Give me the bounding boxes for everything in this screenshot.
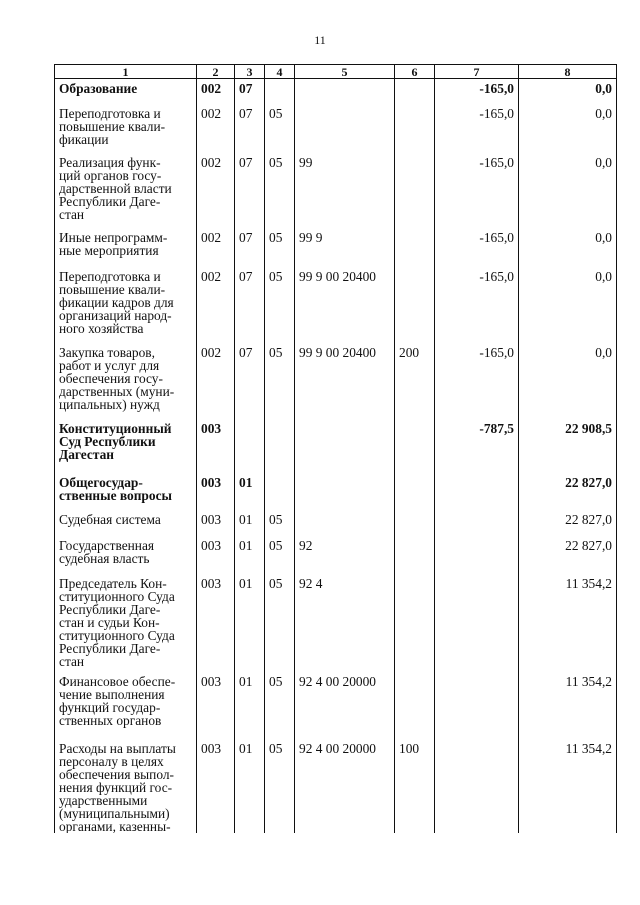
table-header-row: [55, 65, 617, 79]
row-col6-cell: [395, 79, 435, 103]
table-row: [55, 152, 617, 227]
row-col2-cell: 002: [197, 266, 235, 342]
col-header-1: 1: [55, 65, 197, 79]
row-col4-cell: 05: [265, 535, 295, 573]
row-col8-cell: 22 827,0: [519, 509, 617, 535]
row-col3-cell: 01: [235, 535, 265, 573]
row-col7-cell: -165,0: [435, 227, 519, 266]
table-row: [55, 738, 617, 833]
table-row: [55, 266, 617, 342]
row-col3-cell: 01: [235, 509, 265, 535]
row-col5-cell: [295, 103, 395, 152]
table-row: [55, 535, 617, 573]
row-col4-cell: 05: [265, 342, 295, 418]
row-name-cell: Общегосудар- ственные вопросы: [55, 472, 197, 509]
row-col2-cell: 003: [197, 573, 235, 671]
row-col7-cell: [435, 573, 519, 671]
row-col8-cell: 11 354,2: [519, 671, 617, 738]
table-row: [55, 79, 617, 103]
table-row: [55, 103, 617, 152]
row-col6-cell: 200: [395, 342, 435, 418]
row-col5-cell: 92 4 00 20000: [295, 671, 395, 738]
row-col3-cell: 07: [235, 266, 265, 342]
col-header-2: 2: [197, 65, 235, 79]
row-name-cell: Переподготовка и повышение квали- фикации: [55, 103, 197, 152]
row-col4-cell: 05: [265, 152, 295, 227]
col-header-3: 3: [235, 65, 265, 79]
row-col5-cell: [295, 79, 395, 103]
row-col6-cell: [395, 509, 435, 535]
row-col6-cell: [395, 418, 435, 472]
row-col5-cell: 99 9: [295, 227, 395, 266]
table-row: [55, 227, 617, 266]
row-col6-cell: [395, 671, 435, 738]
row-col3-cell: 07: [235, 103, 265, 152]
row-col2-cell: 003: [197, 671, 235, 738]
col-header-5: 5: [295, 65, 395, 79]
col-header-4: 4: [265, 65, 295, 79]
row-name-cell: Финансовое обеспе- чение выполнения функций государ- ственных органов: [55, 671, 197, 738]
row-col3-cell: 07: [235, 79, 265, 103]
row-col2-cell: 003: [197, 509, 235, 535]
row-col3-cell: 01: [235, 573, 265, 671]
row-col7-cell: [435, 509, 519, 535]
row-col7-cell: [435, 738, 519, 833]
row-col8-cell: 22 827,0: [519, 535, 617, 573]
row-col4-cell: [265, 79, 295, 103]
row-col3-cell: 07: [235, 152, 265, 227]
row-col5-cell: 99 9 00 20400: [295, 266, 395, 342]
row-col6-cell: 100: [395, 738, 435, 833]
row-col5-cell: 99 9 00 20400: [295, 342, 395, 418]
col-header-6: 6: [395, 65, 435, 79]
row-col8-cell: 0,0: [519, 152, 617, 227]
row-col6-cell: [395, 472, 435, 509]
row-col8-cell: 0,0: [519, 79, 617, 103]
row-name-cell: Расходы на выплаты персоналу в целях обеспечения выпол- нения функций гос- ударственными (муниципальными) органами, казенны-: [55, 738, 197, 833]
row-col2-cell: 002: [197, 103, 235, 152]
row-col5-cell: [295, 418, 395, 472]
row-col7-cell: -165,0: [435, 266, 519, 342]
row-col2-cell: 002: [197, 79, 235, 103]
table-row: [55, 573, 617, 671]
row-col8-cell: 22 908,5: [519, 418, 617, 472]
row-col4-cell: 05: [265, 671, 295, 738]
row-col8-cell: 11 354,2: [519, 738, 617, 833]
row-name-cell: Конституционный Суд Республики Дагестан: [55, 418, 197, 472]
row-col3-cell: 01: [235, 671, 265, 738]
table-row: [55, 472, 617, 509]
row-col5-cell: 92 4: [295, 573, 395, 671]
col-header-8: 8: [519, 65, 617, 79]
row-col7-cell: [435, 472, 519, 509]
row-col4-cell: 05: [265, 266, 295, 342]
row-col8-cell: 0,0: [519, 103, 617, 152]
row-col4-cell: [265, 472, 295, 509]
row-col3-cell: 01: [235, 472, 265, 509]
row-col2-cell: 003: [197, 738, 235, 833]
row-col2-cell: 002: [197, 342, 235, 418]
row-col8-cell: 11 354,2: [519, 573, 617, 671]
row-col8-cell: 0,0: [519, 342, 617, 418]
budget-table: [54, 64, 617, 833]
row-name-cell: Образование: [55, 79, 197, 103]
row-col7-cell: [435, 671, 519, 738]
row-col3-cell: 07: [235, 227, 265, 266]
row-name-cell: Закупка товаров, работ и услуг для обеспечения госу- дарственных (муни- ципальных) нужд: [55, 342, 197, 418]
row-col2-cell: 002: [197, 152, 235, 227]
table-row: [55, 342, 617, 418]
row-col6-cell: [395, 152, 435, 227]
row-col4-cell: 05: [265, 738, 295, 833]
row-col3-cell: [235, 418, 265, 472]
row-col6-cell: [395, 103, 435, 152]
row-col2-cell: 002: [197, 227, 235, 266]
row-col4-cell: 05: [265, 103, 295, 152]
row-col2-cell: 003: [197, 418, 235, 472]
table-row: [55, 418, 617, 472]
row-name-cell: Переподготовка и повышение квали- фикации кадров для организаций народ- ного хозяйства: [55, 266, 197, 342]
row-col6-cell: [395, 535, 435, 573]
row-name-cell: Судебная система: [55, 509, 197, 535]
row-col2-cell: 003: [197, 472, 235, 509]
row-col2-cell: 003: [197, 535, 235, 573]
row-name-cell: Реализация функ- ций органов госу- дарственной власти Республики Даге- стан: [55, 152, 197, 227]
row-col3-cell: 01: [235, 738, 265, 833]
col-header-7: 7: [435, 65, 519, 79]
table-row: [55, 671, 617, 738]
row-col5-cell: 92 4 00 20000: [295, 738, 395, 833]
row-col7-cell: -165,0: [435, 152, 519, 227]
page-number: 11: [314, 33, 326, 47]
row-name-cell: Иные непрограмм- ные мероприятия: [55, 227, 197, 266]
row-col5-cell: 92: [295, 535, 395, 573]
row-name-cell: Председатель Кон- ституционного Суда Республики Даге- стан и судьи Кон- ституционного Суда Республики Даге- стан: [55, 573, 197, 671]
row-col5-cell: [295, 509, 395, 535]
row-col4-cell: [265, 418, 295, 472]
row-name-cell: Государственная судебная власть: [55, 535, 197, 573]
row-col6-cell: [395, 266, 435, 342]
row-col7-cell: [435, 535, 519, 573]
row-col4-cell: 05: [265, 573, 295, 671]
row-col8-cell: 0,0: [519, 266, 617, 342]
row-col8-cell: 0,0: [519, 227, 617, 266]
row-col5-cell: 99: [295, 152, 395, 227]
row-col6-cell: [395, 573, 435, 671]
row-col6-cell: [395, 227, 435, 266]
table-row: [55, 509, 617, 535]
row-col4-cell: 05: [265, 509, 295, 535]
row-col7-cell: -165,0: [435, 103, 519, 152]
row-col7-cell: -787,5: [435, 418, 519, 472]
row-col7-cell: -165,0: [435, 342, 519, 418]
row-col7-cell: -165,0: [435, 79, 519, 103]
row-col3-cell: 07: [235, 342, 265, 418]
row-col5-cell: [295, 472, 395, 509]
row-col4-cell: 05: [265, 227, 295, 266]
row-col8-cell: 22 827,0: [519, 472, 617, 509]
